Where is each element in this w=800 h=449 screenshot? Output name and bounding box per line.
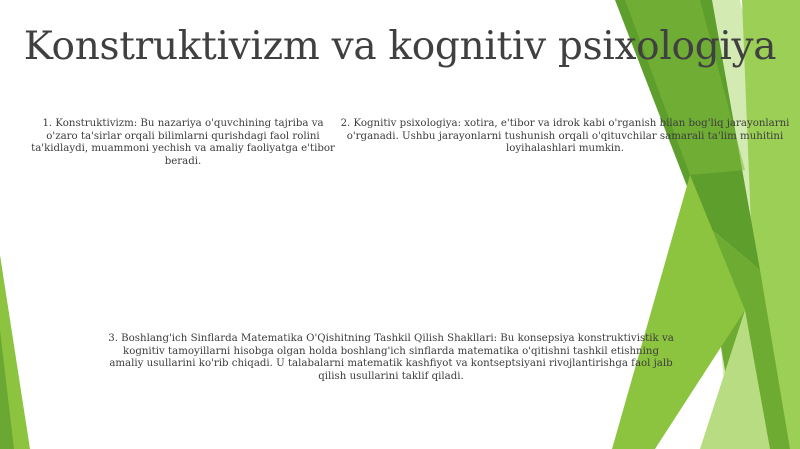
paragraph-math-teaching-forms: 3. Boshlang'ich Sinflarda Matematika O'Qishitning Tashkil Qilish Shakllari: Bu konsepsiya konstruktivistik va kognitiv tamoyillarni hisobga olgan holda boshlang'ich sinflarda matematika o'qitishni tashkil etishning amaliy usullarini ko'rib chiqadi. U talabalarni matematik kashfiyot va kontseptsiyani rivojlantirishga faol jalb qilish usullarini taklif qiladi.: [108, 333, 674, 383]
paragraph-constructivism: 1. Konstruktivizm: Bu nazariya o'quvchining tajriba va o'zaro ta'sirlar orqali bilimlarni qurishdagi faol rolini ta'kidlaydi, muammoni yechish va amaliy faoliyatga e'tibor beradi.: [31, 118, 335, 168]
slide-title: Konstruktivizm va kognitiv psixologiya: [23, 24, 777, 69]
paragraph-cognitive-psychology: 2. Kognitiv psixologiya: xotira, e'tibor va idrok kabi o'rganish bilan bog'liq jarayonlarni o'rganadi. Ushbu jarayonlarni tushunish orqali o'qituvchilar samarali ta'lim muhitini loyihalashlari mumkin.: [340, 118, 790, 155]
